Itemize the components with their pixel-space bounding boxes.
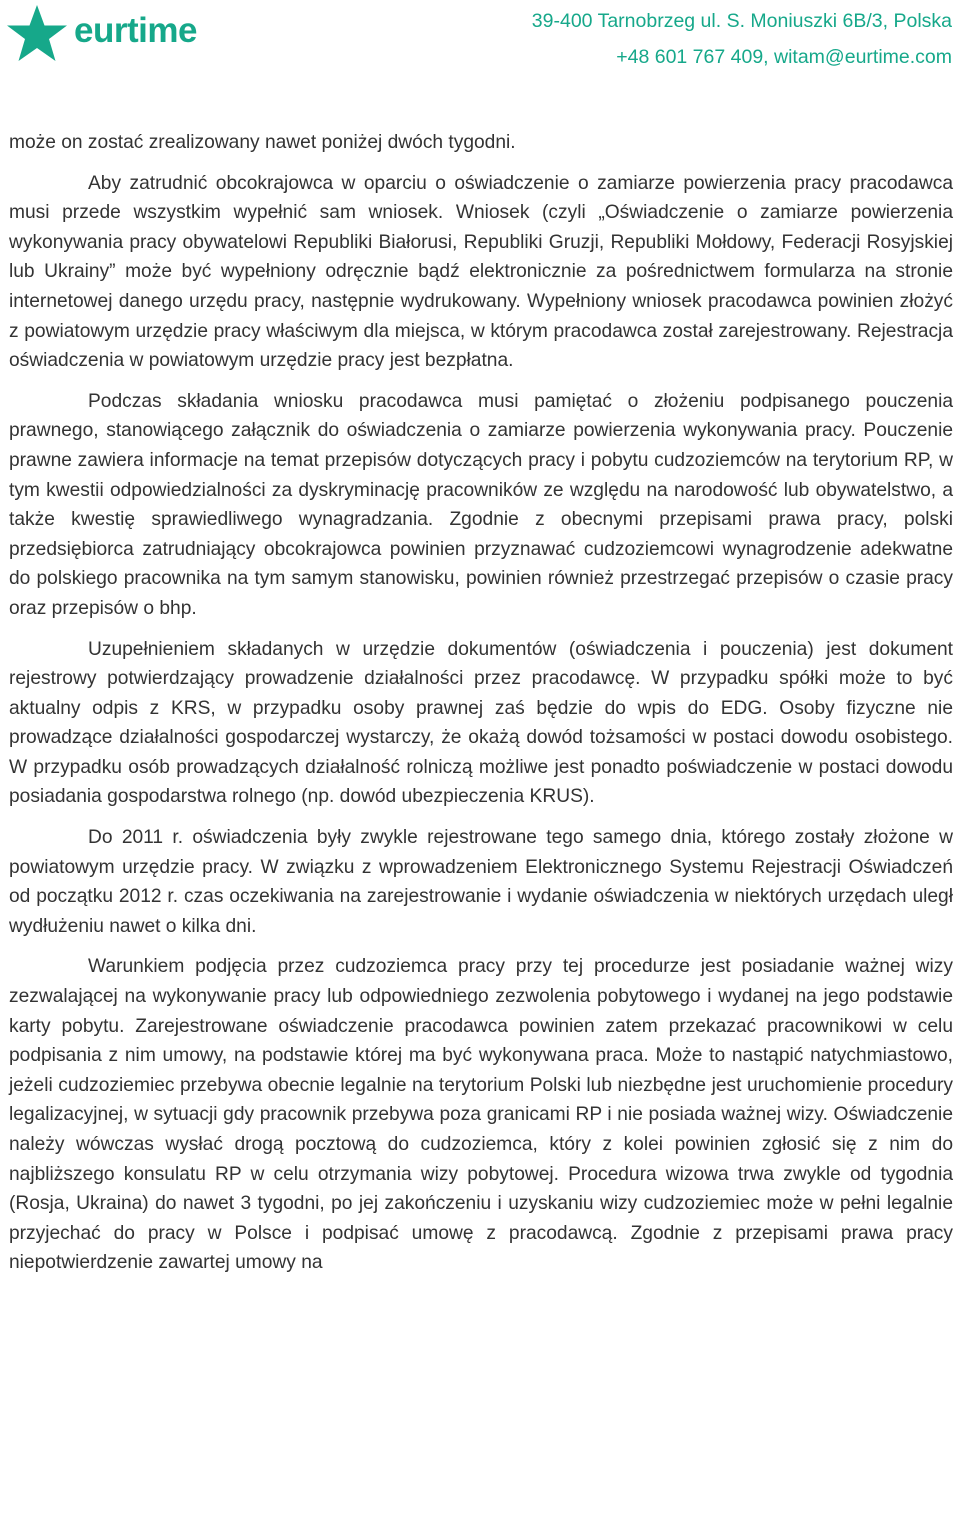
paragraph: Uzupełnieniem składanych w urzędzie dokumentów (oświadczenia i pouczenia) jest dokument rejestrowy potwierdzający prowadzenie działalności przez pracodawcę. W przypadku spółki może to być aktualny odpis z KRS, w przypadku osoby prawnej zaś będzie do wpis do EDG. Osoby fizyczne nie prowadzące działalności gospodarczej wystarczy, że okażą dowód tożsamości w postaci dowodu osobistego. W przypadku osób prowadzących działalność rolniczą możliwe jest ponadto poświadczenie w postaci dowodu posiadania gospodarstwa rolnego (np. dowód ubezpieczenia KRUS).: [9, 638, 953, 808]
paragraph: Do 2011 r. oświadczenia były zwykle rejestrowane tego samego dnia, którego zostały złożone w powiatowym urzędzie pracy. W związku z wprowadzeniem Elektronicznego Systemu Rejestracji Oświadczeń od początku 2012 r. czas oczekiwania na zarejestrowanie i wydanie oświadczenia w niektórych urzędach uległ wydłużeniu nawet o kilka dni.: [9, 827, 953, 937]
contact-block: [532, 3, 952, 75]
phone-email-line: +48 601 767 409, witam@eurtime.com: [616, 46, 952, 68]
page-header: [0, 0, 960, 80]
address-line: 39-400 Tarnobrzeg ul. S. Moniuszki 6B/3, Polska: [531, 10, 952, 32]
paragraph: Aby zatrudnić obcokrajowca w oparciu o oświadczenie o zamiarze powierzenia pracy pracodawca musi przede wszystkim wypełnić sam wniosek. Wniosek (czyli „Oświadczenie o zamiarze powierzenia wykonywania pracy obywatelowi Republiki Białorusi, Republiki Gruzji, Republiki Mołdowy, Federacji Rosyjskiej lub Ukrainy” może być wypełniony odręcznie bądź elektronicznie za pośrednictwem formularza na stronie internetowej danego urzędu pracy, następnie wydrukowany. Wypełniony wniosek pracodawca powinien złożyć z powiatowym urzędzie pracy właściwym dla miejsca, w którym pracodawca został zarejestrowany. Rejestracja oświadczenia w powiatowym urzędzie pracy jest bezpłatna.: [9, 172, 953, 372]
brand-name: eurtime: [74, 11, 197, 50]
eurtime-logo[interactable]: [6, 4, 197, 62]
document-body: [9, 128, 953, 1289]
paragraph: Podczas składania wniosku pracodawca musi pamiętać o złożeniu podpisanego pouczenia prawnego, stanowiącego załącznik do oświadczenia o zamiarze powierzenia wykonywania pracy. Pouczenie prawne zawiera informacje na temat przepisów dotyczących pracy i pobytu cudzoziemców na terytorium RP, w tym kwestii odpowiedzialności za dyskryminację pracowników ze względu na narodowość lub obywatelstwo, a także kwestię sprawiedliwego wynagradzania. Zgodnie z obecnymi przepisami prawa pracy, polski przedsiębiorca zatrudniający obcokrajowca powinien przyznawać cudzoziemcowi wynagrodzenie adekwatne do polskiego pracownika na tym samym stanowisku, powinien również przestrzegać przepisów o czasie pracy oraz przepisów o bhp.: [9, 390, 953, 619]
paragraph: może on zostać zrealizowany nawet poniżej dwóch tygodni.: [9, 132, 516, 153]
paragraph: Warunkiem podjęcia przez cudzoziemca pracy przy tej procedurze jest posiadanie ważnej wizy zezwalającej na wykonywanie pracy lub odpowiedniego zezwolenia pobytowego i wydanej na jego podstawie karty pobytu. Zarejestrowane oświadczenie pracodawca powinien zatem przekazać pracownikowi w celu podpisania z nim umowy, na podstawie której ma być wykonywana praca. Może to nastąpić natychmiastowo, jeżeli cudzoziemiec przebywa obecnie legalnie na terytorium Polski lub niezbędne jest uruchomienie procedury legalizacyjnej, w sytuacji gdy pracownik przebywa poza granicami RP i nie posiada ważnej wizy. Oświadczenie należy wówczas wysłać drogą pocztową do cudzoziemca, który z kolei powinien zgłosić się z nim do najbliższego konsulatu RP w celu otrzymania wizy pobytowej. Procedura wizowa trwa zwykle od tygodnia (Rosja, Ukraina) do nawet 3 tygodni, po jej zakończeniu i uzyskaniu wizy cudzoziemiec może w pełni legalnie przyjechać do pracy w Polsce i podpisać umowę z pracodawcą. Zgodnie z przepisami prawa pracy niepotwierdzenie zawartej umowy na: [9, 956, 953, 1274]
star-icon: [6, 4, 68, 62]
